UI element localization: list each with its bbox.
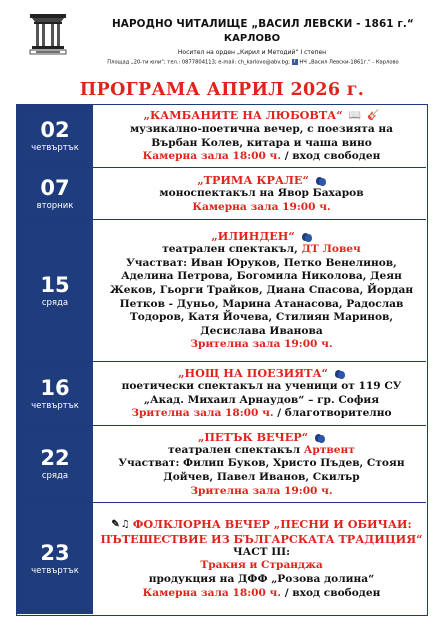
event-content xyxy=(99,105,424,167)
theater-masks-icon xyxy=(316,177,326,185)
date-cell xyxy=(17,220,93,361)
event-content xyxy=(99,362,424,425)
day-number: 23 xyxy=(40,540,70,565)
event-line: Десислава Иванова xyxy=(200,324,323,337)
theater-masks-icon xyxy=(302,233,312,241)
day-number: 22 xyxy=(40,446,70,470)
event-line: музикално-поетична вечер, с поезията на xyxy=(129,123,394,136)
events-table xyxy=(16,104,428,616)
contacts-address: Площад „20-ти юли“; тел.: 0877804113; e-mail: ch_karlovo@abv.bg; xyxy=(107,59,290,66)
weekday: сряда xyxy=(41,297,69,308)
guitar-icon: 🎸 xyxy=(366,110,380,122)
day-number: 15 xyxy=(40,272,70,297)
event-title xyxy=(111,517,411,532)
event-venue: Камерна зала 18:00 ч. xyxy=(142,586,282,599)
facebook-icon: f xyxy=(292,59,298,65)
event-line: „Акад. Михаил Арнаудов“ – гр. София xyxy=(143,393,380,406)
event-venue-suffix: / вход свободен xyxy=(281,150,381,163)
theater-masks-icon xyxy=(335,370,345,378)
event-row xyxy=(17,105,426,168)
event-content xyxy=(99,168,424,219)
weekday: вторник xyxy=(36,200,74,211)
org-name: НАРОДНО ЧИТАЛИЩЕ „ВАСИЛ ЛЕВСКИ - 1861 г.“ xyxy=(112,18,414,30)
weekday: четвъртък xyxy=(31,565,79,576)
event-line: Върбан Колев, китара и чаша вино xyxy=(151,136,372,149)
weekday: четвъртък xyxy=(31,400,79,411)
weekday: четвъртък xyxy=(31,143,79,153)
pencil-icon: ✎ xyxy=(111,518,120,530)
event-title-text: „КАМБАНИТЕ НА ЛЮБОВТА“ xyxy=(143,108,343,123)
contacts-facebook: НЧ „Васил Левски-1861г.“ - Карлово xyxy=(299,59,399,66)
event-title xyxy=(211,229,311,243)
date-cell xyxy=(17,503,93,614)
event-line: Жеков, Гьорги Трайков, Диана Спасова, Йордан xyxy=(109,283,414,296)
event-company: ДТ Ловеч xyxy=(301,243,361,256)
theater-masks-icon xyxy=(315,434,325,442)
event-venue-line xyxy=(190,338,332,352)
event-title xyxy=(144,108,380,123)
event-row xyxy=(17,503,426,614)
event-line: Участват: Филип Буков, Христо Пъдев, Стоян xyxy=(118,457,405,470)
event-line xyxy=(162,243,361,257)
event-line: продукция на ДФФ „Розова долина“ xyxy=(148,573,375,585)
date-cell xyxy=(17,426,93,502)
event-title-text: „ПЕТЪК ВЕЧЕР“ xyxy=(197,429,309,444)
date-cell xyxy=(17,362,93,425)
event-venue: Зрителна зала 18:00 ч. xyxy=(131,407,274,420)
event-line: Дойчев, Павел Иванов, Скилър xyxy=(163,471,360,483)
event-venue-suffix: / вход свободен xyxy=(281,586,381,599)
event-subtitle: Тракия и Странджа xyxy=(200,559,323,572)
event-venue-line xyxy=(131,407,391,421)
event-venue-line xyxy=(143,587,381,601)
weekday: сряда xyxy=(41,471,69,481)
event-title-text: „ТРИМА КРАЛЕ“ xyxy=(197,172,309,187)
day-number: 16 xyxy=(40,375,70,400)
event-title-text: „НОЩ НА ПОЕЗИЯТА“ xyxy=(178,366,328,381)
event-line: Тодоров, Катя Йочева, Стилиян Маринов, xyxy=(129,311,394,324)
event-title-text: ФОЛКЛОРНА ВЕЧЕР „ПЕСНИ И ОБИЧАИ: xyxy=(132,516,412,531)
event-row xyxy=(17,220,426,362)
event-venue-suffix: / благотворително xyxy=(273,407,392,420)
event-row xyxy=(17,168,426,220)
event-line: моноспектакъл на Явор Бахаров xyxy=(159,186,364,199)
event-venue: Камерна зала 19:00 ч. xyxy=(192,200,331,213)
event-title xyxy=(197,173,326,187)
event-line: Участват: Иван Юруков, Петко Венелинов, xyxy=(126,256,397,269)
orders-line: Носител на орден „Кирил и Методий“ I степен xyxy=(177,49,327,56)
event-venue-line xyxy=(143,150,381,164)
music-notes-icon: ♫ xyxy=(120,518,130,530)
event-venue-line xyxy=(190,485,332,499)
event-line xyxy=(168,444,355,458)
event-venue-line xyxy=(192,201,330,215)
event-title xyxy=(178,366,345,380)
header xyxy=(16,10,428,72)
event-title-text: „ИЛИНДЕН“ xyxy=(211,229,295,244)
book-icon: 📖 xyxy=(348,110,362,122)
event-line: поетически спектакъл на ученици от 119 СУ xyxy=(121,380,402,393)
event-venue: Зрителна зала 19:00 ч. xyxy=(190,484,333,497)
program-title: ПРОГРАМА АПРИЛ 2026 г. xyxy=(79,80,365,100)
event-title xyxy=(198,430,325,444)
contacts-line xyxy=(16,59,428,66)
event-content xyxy=(99,426,424,502)
event-row xyxy=(17,362,426,426)
day-number: 02 xyxy=(40,118,70,142)
event-line-text: театрален спектакъл xyxy=(168,443,304,456)
event-line-text: театрален спектакъл, xyxy=(162,243,302,256)
event-content xyxy=(99,503,424,614)
event-content xyxy=(99,220,424,361)
event-venue: Камерна зала 18:00 ч. xyxy=(142,150,282,163)
event-part: ЧАСТ III: xyxy=(232,545,291,558)
date-cell xyxy=(17,168,93,219)
date-cell xyxy=(17,105,93,167)
event-venue: Зрителна зала 19:00 ч. xyxy=(190,338,333,351)
city-name: КАРЛОВО xyxy=(223,33,281,44)
event-company: Артвент xyxy=(303,443,355,456)
event-line: Петков - Дуньо, Марина Атанасова, Радослав xyxy=(119,297,404,310)
event-title-line2: ПЪТЕШЕСТВИЕ ИЗ БЪЛГАРСКАТА ТРАДИЦИЯ“ xyxy=(100,531,423,546)
event-line: Аделина Петрова, Богомила Николова, Деян xyxy=(121,270,402,283)
day-number: 07 xyxy=(40,175,70,200)
event-row xyxy=(17,426,426,503)
